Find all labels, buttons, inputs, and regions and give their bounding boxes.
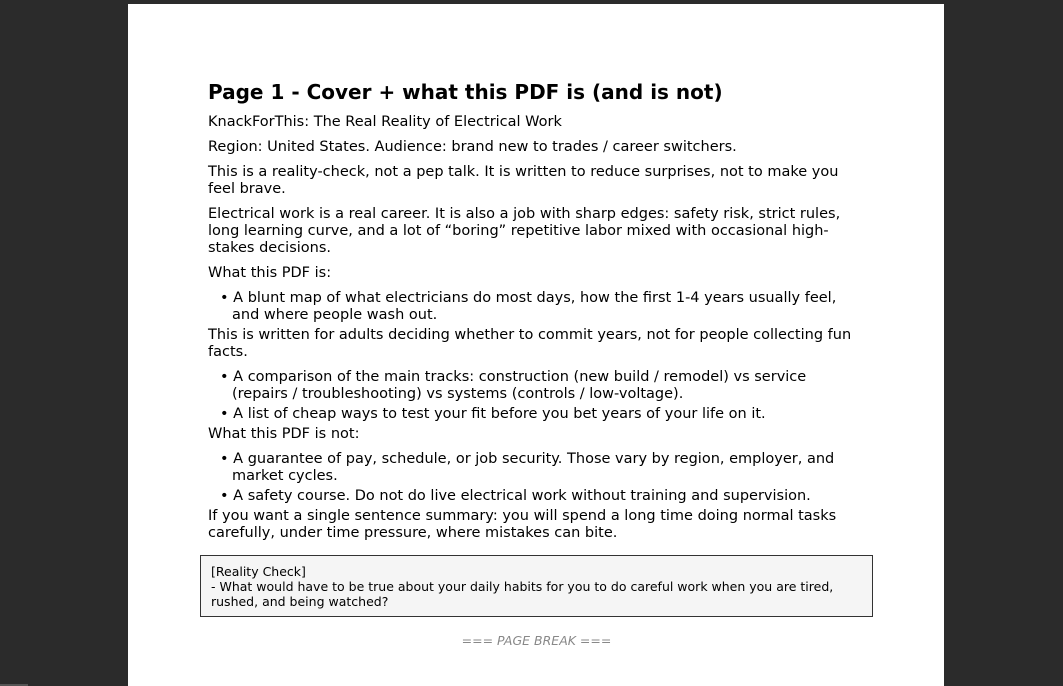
region-audience-text: Region: United States. Audience: brand new to trades / career switchers. bbox=[208, 139, 737, 155]
what-is-list-2 bbox=[208, 369, 864, 423]
reality-check-box bbox=[200, 555, 873, 617]
list-item: • A blunt map of what electricians do most days, how the first 1-4 years usually feel, and where people wash out. bbox=[208, 290, 864, 324]
callout-title: [Reality Check] bbox=[211, 564, 306, 579]
what-is-heading: What this PDF is: bbox=[208, 265, 332, 281]
what-is-list-1 bbox=[208, 290, 864, 324]
callout-body: - What would have to be true about your daily habits for you to do careful work when you are tired, rushed, and being watched? bbox=[211, 579, 834, 609]
intro-paragraph: This is a reality-check, not a pep talk. It is written to reduce surprises, not to make you feel brave. bbox=[208, 164, 839, 197]
list-item: • A guarantee of pay, schedule, or job security. Those vary by region, employer, and market cycles. bbox=[208, 451, 864, 485]
what-is-not-heading: What this PDF is not: bbox=[208, 426, 360, 442]
list-item: • A comparison of the main tracks: construction (new build / remodel) vs service (repairs / troubleshooting) vs systems (controls / low-voltage). bbox=[208, 369, 864, 403]
list-item: • A list of cheap ways to test your fit before you bet years of your life on it. bbox=[208, 406, 864, 423]
what-is-not-list bbox=[208, 451, 864, 505]
doc-subtitle: KnackForThis: The Real Reality of Electrical Work bbox=[208, 114, 562, 130]
list-item: • A safety course. Do not do live electrical work without training and supervision. bbox=[208, 488, 864, 505]
pdf-page bbox=[128, 4, 944, 686]
summary-paragraph: If you want a single sentence summary: you will spend a long time doing normal tasks carefully, under time pressure, where mistakes can bite. bbox=[208, 508, 837, 541]
page-break-marker: === PAGE BREAK === bbox=[461, 633, 612, 648]
adults-paragraph: This is written for adults deciding whether to commit years, not for people collecting fun facts. bbox=[208, 327, 852, 360]
career-paragraph: Electrical work is a real career. It is also a job with sharp edges: safety risk, strict rules, long learning curve, and a lot of “boring” repetitive labor mixed with occasional high-stakes decisions. bbox=[208, 206, 841, 256]
page-title: Page 1 - Cover + what this PDF is (and is not) bbox=[208, 80, 723, 104]
